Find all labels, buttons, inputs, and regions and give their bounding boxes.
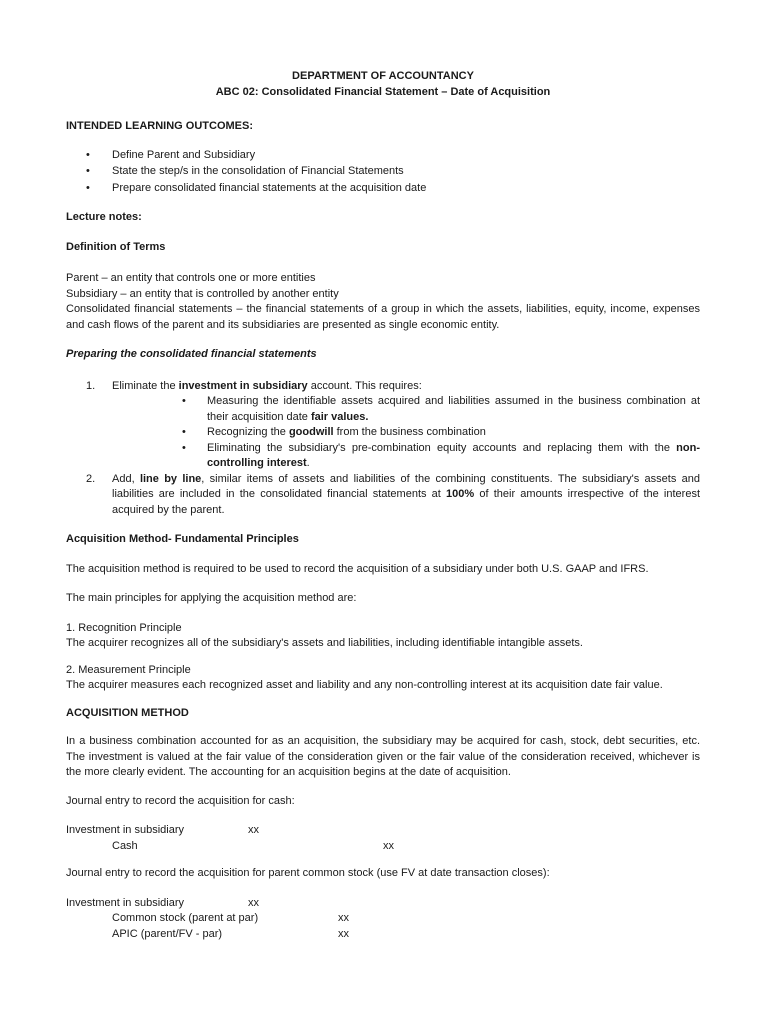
step-1-subitems [112, 394, 700, 472]
step-number: 1. [86, 379, 96, 392]
sub-item-text: Eliminating the subsidiary's pre-combination equity accounts and replacing them with the [207, 441, 677, 454]
document-page [66, 69, 700, 942]
sub-item-bold: goodwill [288, 426, 334, 438]
preparing-heading: Preparing the consolidated financial statements [66, 348, 317, 360]
je-row [66, 896, 700, 912]
je-amount: xx [383, 839, 394, 852]
step-text: Eliminate the [112, 379, 179, 392]
acquisition-method-heading: ACQUISITION METHOD [66, 706, 189, 719]
lecture-notes-heading: Lecture notes: [66, 211, 142, 223]
je-amount: xx [248, 824, 259, 836]
je-amount: xx [248, 896, 259, 909]
sub-item [182, 441, 700, 472]
outcomes-list [66, 147, 700, 197]
sub-item-text: . [306, 457, 310, 469]
je-row [66, 823, 700, 839]
definition-parent: Parent – an entity that controls one or more entities [66, 272, 316, 284]
je-amount: xx [338, 912, 349, 924]
department-title: DEPARTMENT OF ACCOUNTANCY [292, 70, 474, 82]
je-account: Common stock (parent at par) [112, 912, 259, 924]
je-cash-title: Journal entry to record the acquisition for cash: [66, 794, 295, 807]
je-row [66, 927, 700, 943]
preparing-steps [66, 379, 700, 519]
step-number: 2. [86, 472, 96, 485]
je-stock-title: Journal entry to record the acquisition for parent common stock (use FV at date transaction closes): [66, 867, 550, 879]
outcome-item: • Define Parent and Subsidiary [86, 147, 700, 164]
step-text: Add, [112, 472, 140, 485]
je-stock [66, 896, 700, 943]
je-account: APIC (parent/FV - par) [112, 927, 223, 940]
sub-item-text: Measuring the identifiable assets acquired and liabilities assumed in the business combination at their acquisition date [207, 395, 700, 423]
principles-intro: The acquisition method is required to be used to record the acquisition of a subsidiary under both U.S. GAAP and IFRS. [66, 562, 649, 575]
outcome-item: • State the step/s in the consolidation of Financial Statements [86, 163, 700, 180]
je-cash [66, 823, 700, 854]
principles-heading: Acquisition Method- Fundamental Principles [66, 533, 299, 545]
recognition-title: 1. Recognition Principle [66, 621, 182, 634]
step-text: , similar items of assets and liabilities of the combining constituents. The subsidiary's assets and liabilities are included in the consolidated financial statements at [112, 472, 700, 500]
sub-item [182, 425, 700, 441]
je-amount: xx [338, 927, 349, 940]
step-1 [66, 379, 700, 472]
course-title: ABC 02: Consolidated Financial Statement – Date of Acquisition [215, 85, 551, 98]
step-text-bold: investment in subsidiary [178, 379, 308, 392]
sub-item-bold: fair values. [310, 410, 369, 423]
step-text: account. This requires: [307, 379, 422, 392]
definition-cfs: Consolidated financial statements – the financial statements of a group in which the assets, liabilities, equity, income, expenses and cash flows of the parent and its subsidiaries are presented as single economic entity. [66, 303, 700, 331]
outcomes-heading: INTENDED LEARNING OUTCOMES: [66, 120, 253, 132]
je-row [66, 911, 700, 927]
measurement-title: 2. Measurement Principle [66, 663, 191, 676]
outcome-item: • Prepare consolidated financial statements at the acquisition date [86, 180, 700, 197]
recognition-text: The acquirer recognizes all of the subsidiary's assets and liabilities, including identifiable intangible assets. [66, 637, 583, 649]
sub-item-text: from the business combination [333, 426, 486, 438]
sub-item-bold: non-controlling interest [207, 441, 700, 469]
step-text-bold: 100% [446, 488, 475, 500]
principles-lead: The main principles for applying the acquisition method are: [66, 592, 357, 604]
acquisition-method-text: In a business combination accounted for as an acquisition, the subsidiary may be acquired for cash, stock, debt securities, etc. The investment is valued at the fair value of the consideration given or the fair value of the consideration received, whichever is the more clearly evident. The accounting for an acquisition begins at the date of acquisition. [66, 735, 700, 778]
je-account: Investment in subsidiary [66, 896, 184, 909]
step-text-bold: line by line [139, 472, 202, 485]
step-2 [66, 472, 700, 519]
definition-subsidiary: Subsidiary – an entity that is controlled by another entity [66, 287, 339, 300]
step-text: of their amounts irrespective of the interest acquired by the parent. [112, 488, 700, 516]
sub-item-text: Recognizing the [207, 426, 289, 438]
sub-item [182, 394, 700, 425]
definitions-heading: Definition of Terms [66, 240, 166, 253]
je-account: Investment in subsidiary [66, 824, 184, 836]
je-row [66, 839, 700, 855]
je-account: Cash [112, 839, 138, 852]
measurement-text: The acquirer measures each recognized asset and liability and any non-controlling interest at its acquisition date fair value. [66, 679, 663, 691]
